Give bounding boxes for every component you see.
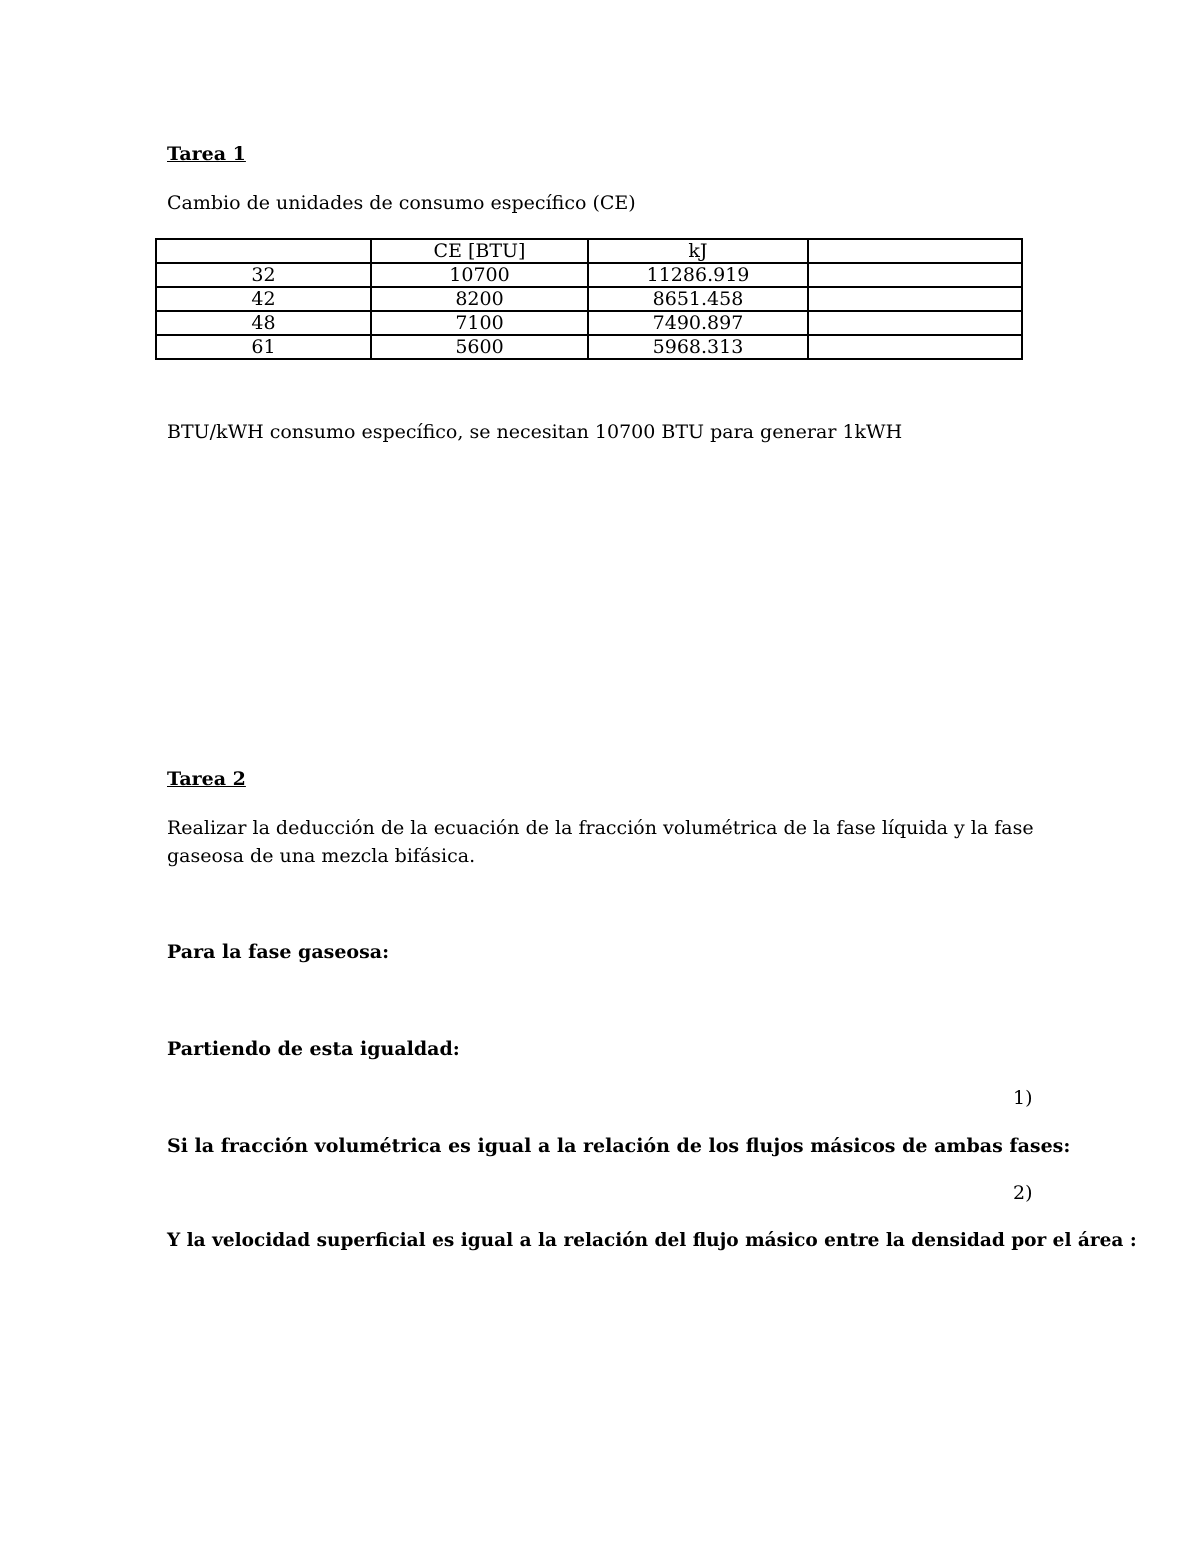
volumetric-fraction-statement: Si la fracción volumétrica es igual a la relación de los flujos másicos de ambas fases: — [167, 1135, 1071, 1157]
table-cell: 5600 — [371, 335, 588, 359]
table-header-cell: CE [BTU] — [371, 239, 588, 263]
gas-phase-label: Para la fase gaseosa: — [167, 941, 390, 963]
table-cell: 32 — [156, 263, 371, 287]
tarea2-description: Realizar la deducción de la ecuación de la fracción volumétrica de la fase líquida y la fase gaseosa de una mezcla bifásica. — [167, 817, 1034, 867]
table-cell: 48 — [156, 311, 371, 335]
table-row — [156, 287, 1022, 311]
tarea1-note: BTU/kWH consumo específico, se necesitan 10700 BTU para generar 1kWH — [167, 421, 903, 443]
table-cell: 8651.458 — [588, 287, 808, 311]
tarea1-subtitle: Cambio de unidades de consumo específico (CE) — [167, 192, 636, 214]
table-cell — [808, 287, 1022, 311]
table-cell — [808, 263, 1022, 287]
table-cell: 7100 — [371, 311, 588, 335]
superficial-velocity-statement: Y la velocidad superficial es igual a la relación del flujo másico entre la densidad por el área : — [167, 1230, 1137, 1251]
table-cell: 61 — [156, 335, 371, 359]
table-header-cell: kJ — [588, 239, 808, 263]
table-cell: 5968.313 — [588, 335, 808, 359]
ce-table — [155, 238, 1023, 360]
tarea1-heading: Tarea 1 — [167, 143, 246, 165]
table-cell: 42 — [156, 287, 371, 311]
table-cell: 10700 — [371, 263, 588, 287]
table-cell: 8200 — [371, 287, 588, 311]
starting-equality-label: Partiendo de esta igualdad: — [167, 1038, 460, 1060]
equation-number-2: 2) — [1013, 1182, 1033, 1204]
table-row — [156, 335, 1022, 359]
tarea2-heading: Tarea 2 — [167, 768, 246, 790]
table-row — [156, 311, 1022, 335]
table-header-cell — [156, 239, 371, 263]
table-header-row — [156, 239, 1022, 263]
table-cell — [808, 311, 1022, 335]
table-cell: 11286.919 — [588, 263, 808, 287]
table-cell: 7490.897 — [588, 311, 808, 335]
table-header-cell — [808, 239, 1022, 263]
equation-number-1: 1) — [1013, 1087, 1033, 1109]
table-row — [156, 263, 1022, 287]
table-cell — [808, 335, 1022, 359]
